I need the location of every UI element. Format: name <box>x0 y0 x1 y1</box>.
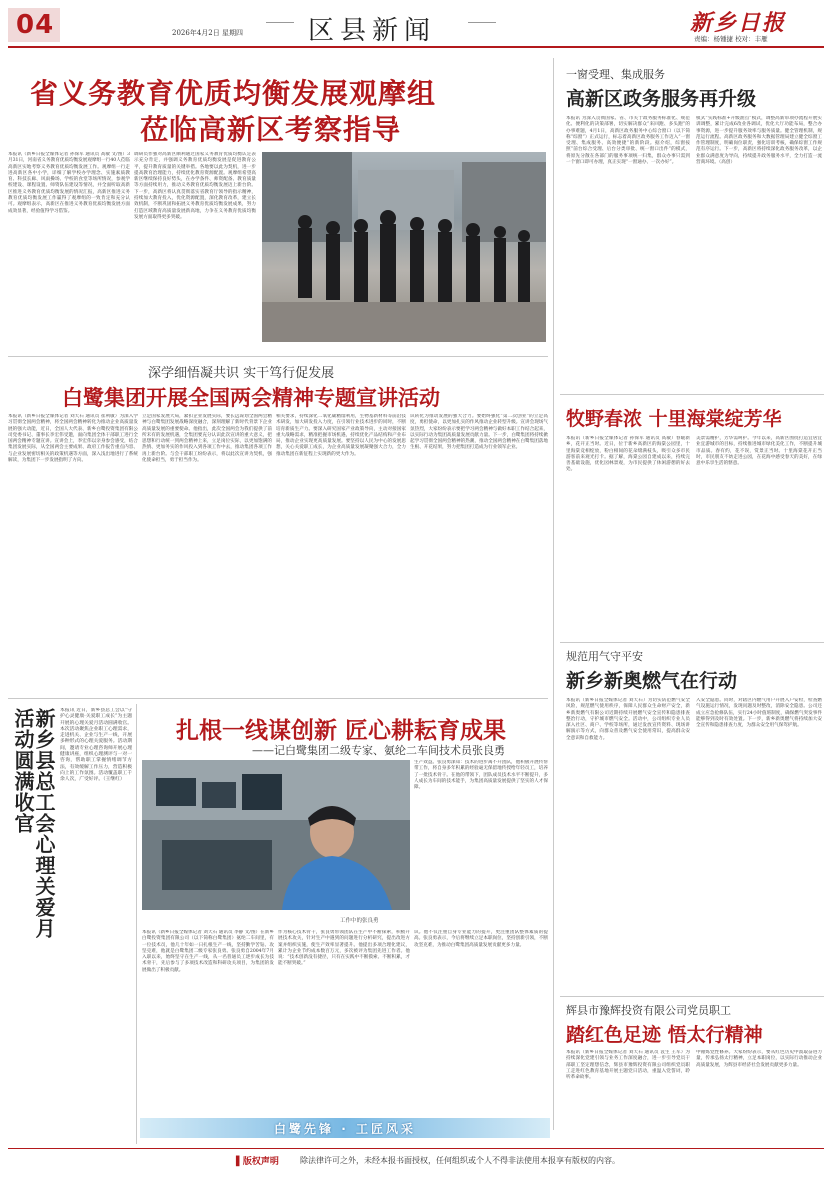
footer-label: ▌版权声明 <box>236 1157 279 1167</box>
article5-headline: 高新区政务服务再升级 <box>566 88 757 110</box>
article1-photo <box>262 152 546 342</box>
article3-photo <box>142 760 410 910</box>
article2-kicker: 深学细悟凝共识 实干笃行促发展 <box>148 366 335 381</box>
article6-body: 美景需精护，芳华需呵护。今年以来，高新区围绕打造宜居宜业宜游城市的目标，持续推进城市绿化美化工作，不断提升城市品质。春有约，花不误，赏景正当时。十里海棠花开正当时，市民朋友不妨走进公园，在花海中感受春天的美好，在绿意中乐享生活的惬意。 <box>696 436 822 467</box>
article3-body: 生产效益。张良勇深知：技术的进步离不开团队，他积极开展传帮带工作，将自身多年积累的经验毫无保留地传授给年轻员工，培养了一批技术骨干。在他的带领下，团队成员技术水平不断提升，多人成长为车间的技术能手，为集团高质量发展提供了坚实的人才保障。 <box>414 760 548 791</box>
article4-headline: 新乡县总工会心理关爱月活动圆满收官 <box>11 708 56 939</box>
article3-body: 本报讯（新乡日报全媒体记者 刘天石 通讯员 李静 文/图）在新乡白鹭投资集团有限公司（以下简称白鹭集团）氨纶二车间里，有一位技术员，他几十年如一日扎根生产一线，坚持勤学苦钻、攻坚克难，他就是白鹭集团二级专家张良勇。张良勇自2004年7月入职以来，始终坚守在生产一线，从一名普通员工逐步成长为技术骨干，先后参与了多项技术改造和科研攻关项目，为集团的发展做出了积极贡献。 <box>142 930 274 973</box>
article3-body: 识。他不仅注重自身专业能力的提升，更注重团队整体素质的提高。张良勇表示，今后将继续立足本职岗位，坚持创新引领，不断攻坚克难，为推动白鹭集团高质量发展贡献更多力量。 <box>414 930 548 948</box>
article7-body: 本报讯（新乡日报全媒体记者 刘天石）为切实防范燃气安全风险，规范燃气使用秩序，保障人民群众生命财产安全，新乡新奥燃气有限公司近期持续开展燃气安全宣传和隐患排查整治行动，守护城市燃气安全。活动中，公司组织专业人员深入社区、商户、学校等场所，通过发放宣传资料、现场讲解演示等方式，向群众普及燃气安全使用常识，提高群众安全意识和自救能力。 <box>566 698 690 741</box>
article8-body: 中锤炼党性修养。大家纷纷表示，要从红色历史中汲取奋进力量，传承弘扬太行精神，立足本职岗位，以实际行动推动企业高质量发展，为辉县市经济社会发展贡献更多力量。 <box>696 1050 822 1068</box>
article6-headline: 牧野春浓 十里海棠绽芳华 <box>566 408 782 430</box>
article3-headline: 扎根一线谋创新 匠心耕耘育成果 <box>176 718 507 744</box>
bottom-banner-text: 白鹭先锋 · 工匠风采 <box>274 1121 416 1136</box>
section-corner-mark <box>266 22 294 23</box>
article8-kicker: 辉县市豫辉投资有限公司党员职工 <box>566 1004 731 1017</box>
column-divider <box>136 704 137 1144</box>
article2-body: 识转化为推动发展的强大合力。要始终强化“第二次创业”的立足高度，勇担使命，以更加扎实的作风推动企业转型升级。宣讲会现场气氛热烈，大家纷纷表示要把学习两会精神与做好本职工作结合起来，以实际行动为集团高质量发展贡献力量。下一步，白鹭集团将持续掀起学习贯彻全国两会精神的热潮，推动全国两会精神在白鹭集团落地生根、开花结果，努力把集团打造成为行业领军企业。 <box>410 414 548 451</box>
article5-body: 模式“实践标准+升级油点”模式，调整高新审项办流程开展实训调整，累计完成6改业各调试，优化大厅功能布局，整合办事资源，进一步提升服务效率与服务质量。健全管理机制，规范运行流程。高新区政务服务和大数据管理局建立健全综窗工作管理制度，明确岗位职责，强化培训考核，确保综窗工作规范有序运行。下一步，高新区将持续深化政务服务改革，以企业群众满意度为导向，持续提升政务服务水平，全力打造一流营商环境。（高创） <box>696 116 822 166</box>
article-separator <box>560 394 824 395</box>
article3-body: 作为核心技术骨干，张良勇带领团队在生产中不断探索，积极开展技术攻关，针对生产中遇到的问题进行分析研究，提出改进方案并组织实施，使生产效率显著提升。他提出多项合理化建议，累计为企业节约成本数百万元，多次被评为集团先进工作者。他说：“技术创新没有捷径，只有在实践中不断摸索、不断积累，才能不断突破。” <box>278 930 410 967</box>
editor-credits: 责编：杨锺捷 校对：丰雁 <box>694 35 768 43</box>
article-separator <box>560 996 824 997</box>
article1-body: 调研员作强对高新区顺利通过国家义务教育优质均衡认定表示充分肯定，并强调义务教育优质均衡发展是促进教育公平，提升教育质量的关键举措。各地要以此为契机，进一步提高教育治理能力，持续优化教育资源配置。观摩组希望高新区继续保持良好势头，在办学条件、师资配备、教育质量等方面持续用力，推动义务教育优质均衡发展迈上新台阶。下一步，高新区将认真贯彻落实省教育厅领导的指示精神，持续加大教育投入，优化资源配置，深化教育改革，建立长效机制，不断巩固和拓展义务教育优质均衡发展成果，努力打造区域教育高质量发展新高地，力争在义务教育优质均衡发展方面取得更多突破。 <box>134 152 256 220</box>
article-separator <box>560 642 824 643</box>
photo-worker-icon <box>142 760 410 910</box>
article7-body: 入安全隐患。同时，对辖区内燃气用户开展入户安检，检查燃气设施运行情况，发现问题及时整改，消除安全隐患。公司还成立应急抢修队伍，实行24小时值班制度，确保燃气突发事件能够得到及时有效处置。下一步，新乡新奥燃气将持续加大安全宣传和隐患排查力度，为群众安全用气保驾护航。 <box>696 698 822 729</box>
article1-headline: 省义务教育优质均衡发展观摩组 <box>30 77 437 110</box>
page-number: 04 <box>16 10 55 40</box>
article8-headline: 踏红色足迹 悟太行精神 <box>566 1024 763 1046</box>
footer-copyright: 除法律许可之外，未经本报书面授权，任何组织或个人不得非法使用本报享有版权的内容。 <box>300 1156 620 1165</box>
footer-rule <box>8 1148 824 1149</box>
article6-body: 本报讯（新乡日报全媒体记者 孙保军 通讯员 高敏）春暖新乡，花开正当时。近日，位于新乡高新区的海棠公园里，十里海棠竞相绽放，粉白相间的花朵缀满枝头，吸引众多市民游客前来观光打卡。据了解，海棠公园自建成以来，持续完善基础设施，优化园林景观，为市民提供了休闲游憩的好去处。 <box>566 436 690 473</box>
article2-body: 相关要求，持续深化二氧化碳精馏利用，生物基新材料等前沿技术研发，加大研发投入力度，在引领行业技术进步的同时，不断培育新质生产力。要深入研究国家产业政策导向，主动对接国家重大战略需求，精准把握市场机遇，持续优化产品结构和产业布局，推动企业实现更高质量发展。要坚持以人民为中心的发展思想，关心关爱职工成长，为企业高质量发展凝聚强大合力，全力推动集团在新征程上实现新的更大作为。 <box>276 414 406 457</box>
article4-body: 本报讯 近日，新乡县总工会以“守护心灵健康·关爱职工成长”为主题开展的心理关爱月活动圆满收官。本次活动聚焦企业职工心理需求，走进机关、企业与生产一线，开展多种形式的心理关爱服务。活动期间，邀请专业心理咨询师开展心理健康讲座，组织心理测评与一对一咨询，帮助职工掌握情绪调节方法，有效缓解工作压力，营造积极向上的工作氛围。活动覆盖职工千余人次，广受好评。（王继红） <box>60 708 132 783</box>
article3-photo-caption: 工作中的张良勇 <box>340 918 379 924</box>
article7-kicker: 规范用气守平安 <box>566 650 643 663</box>
article8-body: 本报讯（新乡日报全媒体记者 刘天石 通讯员 袁生 王军）为持续深化党建引领与业务工作深度融合，进一步引导党员干部职工坚定理想信念，辉县市豫辉投资有限公司组织党员职工走进红色教育基地开展主题党日活动，重温入党誓词，聆听革命故事。 <box>566 1050 690 1081</box>
column-divider <box>553 58 554 1130</box>
article5-kicker: 一窗受理、集成服务 <box>566 68 665 81</box>
article2-body: 立足国家发展大局，紧扣企业发展实际，要长远谋划全国两会精神与白鹭集团发展战略深度融合，深刻理解了新时代背景下企业高质量发展的重要使命。他指出，此次全国两会为我们提供了前所未有的发展机遇，全集团要充分认识此次宣讲的重大意义，把思想和行动统一到两会精神上来，立足岗位实际，以更加饱满的热情、更加务实的作风投入到各项工作中去，推动集团各项工作再上新台阶。与会干部职工纷纷表示，将以此次宣讲为契机，强化使命担当，勇于担当作为。 <box>142 414 272 464</box>
article1-body: 本报讯（新乡日报全媒体记者 孙保军 通讯员 高敏 文/图）3月31日，河南省义务教育优质均衡发展观摩组一行40人莅临高新区实地考察义务教育优质均衡发展工作。观摩组一行走进高新区各中小学，详细了解学校办学理念、实施素质教育、科技长廊、风雨操场、学校的食堂等场所情况，参观学校建设、课程设置、师资队伍建设等情况，并全面听取高新区推进义务教育优质均衡发展的情况汇报，高新区推进义务教育优质均衡发展工作赢得了观摩组的一致肯定和充分认可。观摩组表示，高新区在推进义务教育优质均衡发展方面成效显著，经验值得学习借鉴。 <box>8 152 130 214</box>
bottom-banner <box>140 1118 550 1138</box>
masthead-rule <box>8 46 824 48</box>
article5-body: 本报讯 为深入贯彻国家、省、市关于政务服务标准化、规范化、便利化的决策部署，切实解决群众“来回跑、多头跑”的办事难题，4月1日，高新区政务服务中心综合窗口（以下简称“综窗”）正式运行，标志着高新区政务服务工作迈入“一窗受理、集成服务、高效便捷”的新阶段。据介绍，综窗按照“前台综合受理、后台分类审批、统一窗口出件”的模式，将原先分散在各部门的服务事项统一归集，群众办事只需到一个窗口即可办理，真正实现“一窗通办、一次办好”。 <box>566 116 690 166</box>
section-name: 区县新闻 <box>308 16 437 46</box>
article-separator <box>8 356 548 357</box>
section-corner-mark <box>468 22 496 23</box>
article2-headline: 白鹭集团开展全国两会精神专题宣讲活动 <box>62 386 440 410</box>
newspaper-logo: 新乡日报 <box>690 10 787 36</box>
article-separator <box>8 698 548 699</box>
photo-group-icon <box>262 152 546 342</box>
article7-headline: 新乡新奥燃气在行动 <box>566 670 738 692</box>
article2-body: 本报讯（新乡日报全媒体记者 刘天石 通讯员 崔利敏）为深入学习贯彻全国两会精神，将全国两会精神转化为推动企业高质量发展的强大动能，近日，全国人大代表、新乡白鹭投资集团有限公司党委书记、董事长李宏伟受邀，面向集团全体干部职工进行全国两会精神专题宣讲。宣讲会上，李宏伟以亲身参会感受，结合集团发展实际，从全国两会主要成果、政府工作报告重点内容、与企业发展密切相关的政策机遇等方面，深入浅出地进行了系统解读，为集团下一步发展指明了方向。 <box>8 414 138 464</box>
article3-subtitle: ——记白鹭集团二级专家、氨纶二车间技术员张良勇 <box>252 744 505 757</box>
article1-headline: 莅临高新区考察指导 <box>140 113 402 146</box>
issue-date: 2026年4月2日 星期四 <box>172 29 243 37</box>
